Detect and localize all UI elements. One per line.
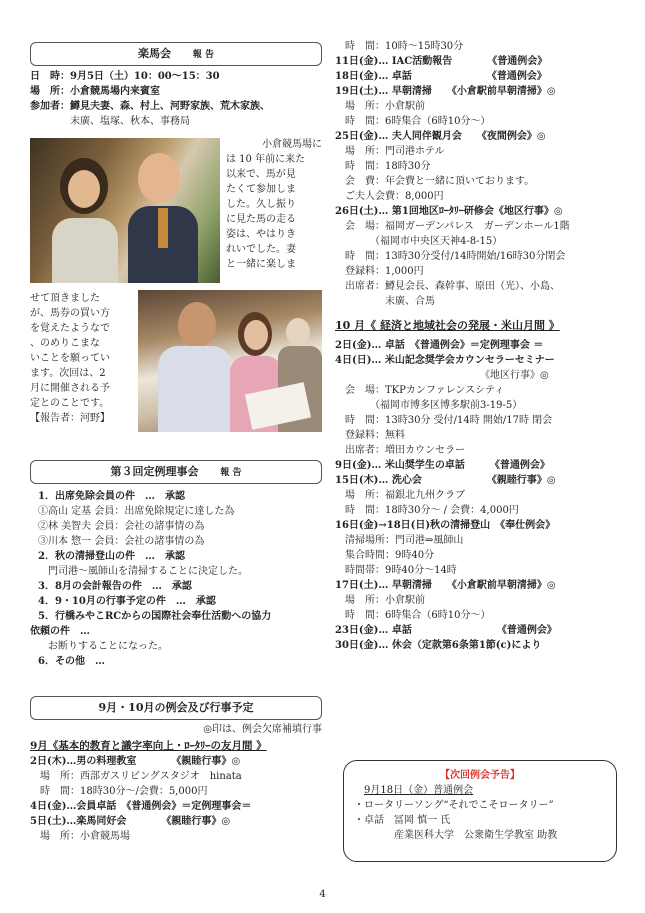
rakubakai-title-box — [30, 42, 322, 66]
oct-item: 時 間：13時30分 受付/14時 開始/17時 閉会 — [335, 415, 553, 426]
photo-group — [138, 290, 322, 432]
next-meeting-notice — [343, 760, 617, 862]
riji-title: 第３回定例理事会 — [110, 465, 199, 478]
schedule-section — [30, 696, 322, 845]
sept-cont-line: 18日(金)… 卓話 《普通例会》 — [335, 71, 547, 82]
photo-couple — [30, 138, 220, 283]
body-line: した。久し振り — [226, 199, 296, 210]
rakubakai-body-right — [226, 138, 322, 273]
body-line: と一緒に楽しま — [226, 259, 296, 270]
oct-item: 集合時間：9時40分 — [335, 550, 435, 561]
body-line: に見た馬の走る — [226, 214, 296, 225]
rakubakai-line: 場 所：小倉競馬場内来賓室 — [30, 86, 160, 97]
sept-cont-line: 場 所：小倉駅前 — [335, 101, 425, 112]
oct-item: 16日(金)→18日(日)秋の清掃登山 《奉仕例会》 — [335, 520, 556, 531]
body-line: せて頂きました — [30, 293, 100, 304]
sept-cont-line: 時 間：18時30分 — [335, 161, 431, 172]
sept-cont-line: 26日(土)… 第1回地区ﾛｰﾀﾘｰ研修会《地区行事》◎ — [335, 206, 563, 217]
riji-item: お断りすることになった。 — [38, 641, 168, 652]
body-line: は 10 年前に来た — [226, 154, 306, 165]
sept-cont-line: （福岡市中央区天神4-8-15） — [335, 236, 503, 247]
rakubakai-line: 日 時：9月5日（土）10：00～15：30 — [30, 71, 220, 82]
oct-item: 9日(金)… 米山奨学生の卓話 《普通例会》 — [335, 460, 550, 471]
rakubakai-tag: 報 告 — [192, 50, 214, 60]
schedule-title — [30, 696, 322, 720]
notice-line: 産業医科大学 公衆衛生学教室 助教 — [354, 830, 558, 841]
sept-cont-line: 会 場：福岡ガーデンパレス ガーデンホール1階 — [335, 221, 570, 232]
oct-item: 《地区行事》◎ — [335, 370, 549, 381]
oct-item: 23日(金)… 卓話 《普通例会》 — [335, 625, 557, 636]
body-line: 姿は、やはりき — [226, 229, 296, 240]
sept-item: 2日(木)…男の料理教室 《親睦行事》◎ — [30, 756, 241, 767]
reporter: 【報告者：河野】 — [30, 413, 110, 424]
sept-item: 4日(金)…会員卓話 《普通例会》＝定例理事会＝ — [30, 801, 252, 812]
sept-item: 5日(土)…楽馬同好会 《親睦行事》◎ — [30, 816, 231, 827]
sept-cont-line: 場 所：門司港ホテル — [335, 146, 445, 157]
body-line: が、馬券の買い方 — [30, 308, 110, 319]
riji-item: ①高山 定基 会員：出席免除規定に達した為 — [38, 506, 235, 517]
oct-item: 出席者：増田カウンセラー — [335, 445, 465, 456]
body-line: いことを願ってい — [30, 353, 110, 364]
sept-item: 場 所：西部ガスリビングスタジオ hinata — [30, 771, 242, 782]
notice-date: 9月18日（金）普通例会 — [364, 785, 474, 796]
oct-item: 2日(金)… 卓話 《普通例会》＝定例理事会 ＝ — [335, 340, 544, 351]
schedule-note: ◎印は、例会欠席補填行事 — [203, 724, 322, 735]
oct-item: 清掃場所：門司港⇒風師山 — [335, 535, 464, 546]
oct-item: 会 場：TKPカンファレンスシティ — [335, 385, 505, 396]
body-line: 、のめりこまな — [30, 338, 100, 349]
sept-cont-line: 登録料：1,000円 — [335, 266, 424, 277]
body-line: ます。次回は、2 — [30, 368, 106, 379]
riji-title-box — [30, 460, 322, 484]
oct-item: （福岡市博多区博多駅前3-19-5） — [335, 400, 523, 411]
body-line: 月に開催される予 — [30, 383, 110, 394]
rakubakai-line: 末廣、塩塚、秋本、事務局 — [30, 116, 190, 127]
riji-item: 2．秋の清掃登山の件 … 承認 — [38, 551, 185, 562]
notice-line: ・ロータリーソング“それでこそロータリー” — [354, 800, 554, 811]
riji-item: ③川本 惣一 会員：会社の諸事情の為 — [38, 536, 205, 547]
body-line: 定とのことです。 — [30, 398, 110, 409]
riji-section — [30, 460, 322, 670]
right-column — [335, 40, 625, 654]
sept-cont-line: 末廣、合馬 — [335, 296, 435, 307]
oct-item: 時 間：6時集合（6時10分～） — [335, 610, 491, 621]
schedule-title-text: 9月・10月の例会及び行事予定 — [98, 701, 254, 714]
oct-heading: 10 月《 経済と地域社会の発展・米山月間 》 — [335, 319, 560, 332]
riji-item: 6．その他 … — [38, 656, 105, 667]
sept-heading: 9月《基本的教育と識字率向上・ﾛｰﾀﾘｰの友月間 》 — [30, 740, 267, 752]
page-number: 4 — [319, 889, 326, 900]
oct-item: 登録料：無料 — [335, 430, 405, 441]
riji-item: 門司港～風師山を清掃することに決定した。 — [38, 566, 248, 577]
body-line: れいでした。妻 — [226, 244, 296, 255]
riji-tag: 報 告 — [220, 468, 242, 478]
notice-title: 【次回例会予告】 — [440, 770, 520, 781]
sept-cont-line: 11日(金)… IAC活動報告 《普通例会》 — [335, 56, 548, 67]
oct-item: 4日(日)… 米山記念奨学会カウンセラーセミナー — [335, 355, 555, 366]
body-line: 以来で、馬が見 — [226, 169, 296, 180]
sept-cont-line: 会 費：年会費と一緒に頂いております。 — [335, 176, 535, 187]
sept-cont-line: 時 間：6時集合（6時10分～） — [335, 116, 491, 127]
riji-item: 5．行橋みやこRCからの国際社会奉仕活動への協力 — [38, 611, 272, 622]
body-line: を覚えたようなで — [30, 323, 110, 334]
oct-item: 場 所：小倉駅前 — [335, 595, 425, 606]
oct-item: 場 所：福銀北九州クラブ — [335, 490, 465, 501]
sept-cont-line: 19日(土)… 早朝清掃 《小倉駅前早朝清掃》◎ — [335, 86, 556, 97]
riji-item: 依頼の件 … — [30, 626, 90, 637]
oct-item: 時 間：18時30分～ / 会費：4,000円 — [335, 505, 519, 516]
oct-item: 時間帯：9時40分～14時 — [335, 565, 457, 576]
sept-item: 場 所：小倉競馬場 — [30, 831, 130, 842]
sept-item: 時 間：18時30分～/会費：5,000円 — [30, 786, 208, 797]
notice-line: ・卓話 冨岡 慎一 氏 — [354, 815, 451, 826]
oct-item: 17日(土)… 早朝清掃 《小倉駅前早朝清掃》◎ — [335, 580, 556, 591]
riji-item: 4．9・10月の行事予定の件 … 承認 — [38, 596, 216, 607]
sept-cont-line: 出席者：鱒見会長、森幹事、原田（光）、小島、 — [335, 281, 560, 292]
rakubakai-title: 楽馬会 — [138, 47, 171, 60]
body-line: 小倉競馬場に — [262, 139, 322, 150]
sept-cont-line: 25日(金)… 夫人同伴観月会 《夜間例会》◎ — [335, 131, 546, 142]
rakubakai-line: 参加者：鱒見夫妻、森、村上、河野家族、荒木家族、 — [30, 101, 270, 112]
left-column — [30, 40, 322, 130]
sept-cont-line: 時 間：10時～15時30分 — [335, 41, 464, 52]
sept-cont-line: 時 間：13時30分受付/14時開始/16時30分閉会 — [335, 251, 566, 262]
rakubakai-body-left — [30, 292, 135, 427]
body-line: たくて参加しま — [226, 184, 296, 195]
riji-item: ②林 美智夫 会員：会社の諸事情の為 — [38, 521, 205, 532]
sept-cont-line: ご夫人会費：8,000円 — [335, 191, 444, 202]
riji-item: 3．8月の会計報告の件 … 承認 — [38, 581, 192, 592]
riji-item: 1．出席免除会員の件 … 承認 — [38, 491, 185, 502]
oct-item: 30日(金)… 休会（定款第6条第1節(c)により — [335, 640, 542, 651]
oct-item: 15日(木)… 洗心会 《親睦行事》◎ — [335, 475, 556, 486]
